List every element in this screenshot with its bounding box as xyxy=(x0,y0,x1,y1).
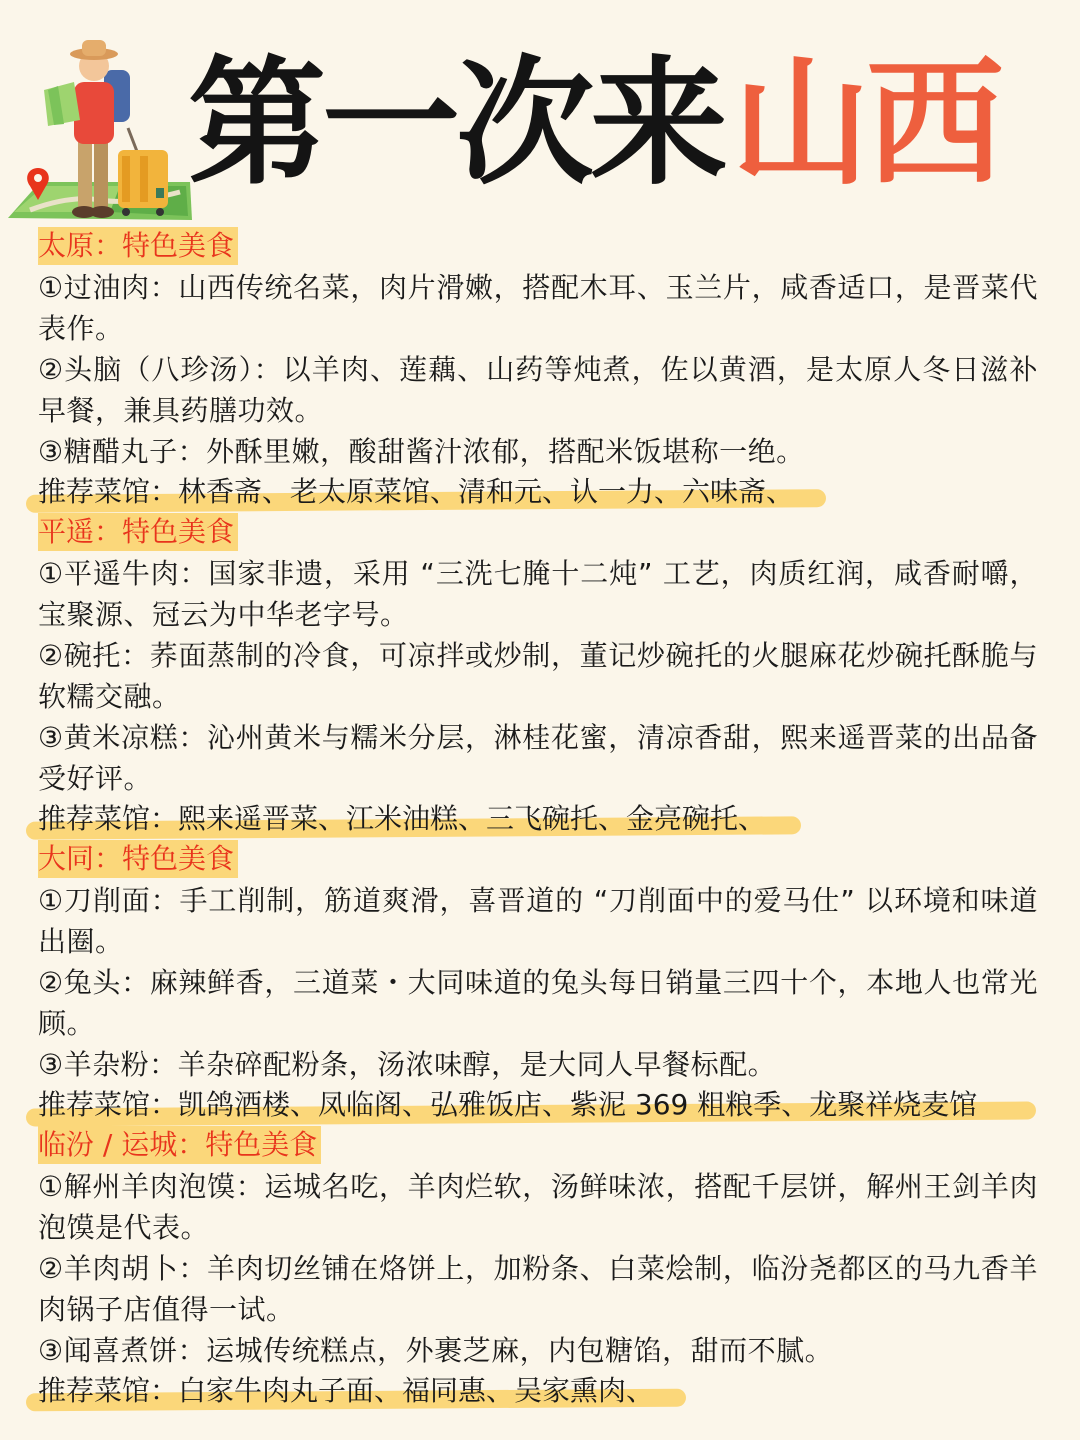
recommend-text: 推荐菜馆：熙来遥晋菜、江米油糕、三飞碗托、金亮碗托、 xyxy=(38,802,767,835)
recommend-text: 推荐菜馆：白家牛肉丸子面、福同惠、吴家熏肉、 xyxy=(38,1374,655,1407)
dish-item: ①刀削面：手工削制，筋道爽滑，喜晋道的 “刀削面中的爱马仕” 以环境和味道出圈。 xyxy=(38,884,1038,958)
dish-item: ③糖醋丸子：外酥里嫩，酸甜酱汁浓郁，搭配米饭堪称一绝。 xyxy=(38,435,805,468)
traveler-illustration xyxy=(0,20,200,225)
section-heading: 大同：特色美食 xyxy=(38,840,238,878)
section-heading: 平遥：特色美食 xyxy=(38,513,238,551)
recommend-text: 推荐菜馆：林香斋、老太原菜馆、清和元、认一力、六味斋、 xyxy=(38,475,795,508)
suitcase-icon xyxy=(118,128,168,216)
section-heading: 太原：特色美食 xyxy=(38,227,238,265)
recommended-restaurants xyxy=(38,1085,1038,1125)
dish-item: ②兔头：麻辣鲜香，三道菜・大同味道的兔头每日销量三四十个，本地人也常光顾。 xyxy=(38,966,1038,1040)
recommend-text: 推荐菜馆：凯鸽酒楼、凤临阁、弘雅饭店、紫泥 369 粗粮季、龙聚祥烧麦馆 xyxy=(38,1088,978,1121)
dish-item: ②头脑（八珍汤）：以羊肉、莲藕、山药等炖煮，佐以黄酒，是太原人冬日滋补早餐，兼具药膳功效。 xyxy=(38,353,1038,427)
dish-item: ②碗托：荞面蒸制的冷食，可凉拌或炒制，董记炒碗托的火腿麻花炒碗托酥脆与软糯交融。 xyxy=(38,639,1038,713)
recommended-restaurants xyxy=(38,472,1038,512)
section-taiyuan xyxy=(38,226,1038,512)
section-heading: 临汾 / 运城：特色美食 xyxy=(38,1126,321,1164)
recommended-restaurants xyxy=(38,1371,1038,1411)
dish-item: ②羊肉胡卜：羊肉切丝铺在烙饼上，加粉条、白菜烩制，临汾尧都区的马九香羊肉锅子店值得一试。 xyxy=(38,1252,1038,1326)
dish-item: ①平遥牛肉：国家非遗，采用 “三洗七腌十二炖” 工艺，肉质红润，咸香耐嚼，宝聚源、冠云为中华老字号。 xyxy=(38,557,1038,631)
section-datong xyxy=(38,839,1038,1125)
dish-item: ①过油肉：山西传统名菜，肉片滑嫩，搭配木耳、玉兰片，咸香适口，是晋菜代表作。 xyxy=(38,271,1038,345)
section-linfen-yuncheng xyxy=(38,1125,1038,1411)
section-pingyao xyxy=(38,512,1038,839)
title-part-2: 山西 xyxy=(732,43,1001,204)
dish-item: ③闻喜煮饼：运城传统糕点，外裹芝麻，内包糖馅，甜而不腻。 xyxy=(38,1334,834,1367)
header xyxy=(0,0,1080,228)
page-title xyxy=(188,44,1000,204)
dish-item: ③羊杂粉：羊杂碎配粉条，汤浓味醇，是大同人早餐标配。 xyxy=(38,1048,777,1081)
dish-item: ①解州羊肉泡馍：运城名吃，羊肉烂软，汤鲜味浓，搭配千层饼，解州王剑羊肉泡馍是代表。 xyxy=(38,1170,1038,1244)
content xyxy=(38,226,1038,1411)
title-part-1: 第一次来 xyxy=(188,43,725,204)
recommended-restaurants xyxy=(38,799,1038,839)
dish-item: ③黄米凉糕：沁州黄米与糯米分层，淋桂花蜜，清凉香甜，熙来遥晋菜的出品备受好评。 xyxy=(38,721,1038,795)
